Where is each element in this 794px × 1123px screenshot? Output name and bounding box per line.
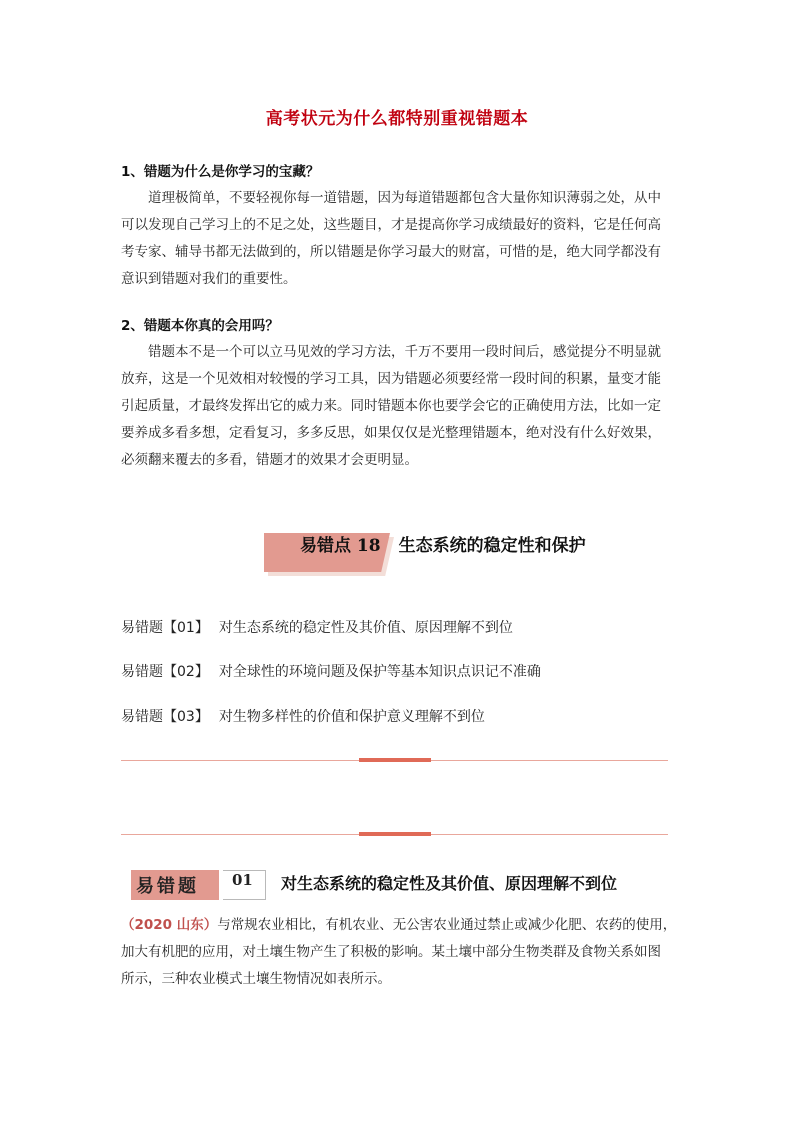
question-line: 所示，三种农业模式土壤生物情况如表所示。	[121, 971, 391, 987]
banner-heading	[300, 533, 586, 559]
section2-line: 必须翻来覆去的多看，错题才的效果才会更明显。	[121, 452, 418, 468]
item-text: 对生态系统的稳定性及其价值、原因理解不到位	[218, 620, 513, 636]
item-text: 对全球性的环境问题及保护等基本知识点识记不准确	[218, 664, 541, 680]
section1-paragraph	[121, 185, 676, 293]
question-title: 对生态系统的稳定性及其价值、原因理解不到位	[281, 874, 618, 893]
section1-line: 考专家、辅导书都无法做到的，所以错题是你学习最大的财富，可惜的是，绝大同学都没有	[121, 244, 661, 260]
question-number: 01	[232, 871, 253, 889]
question-source: （2020 山东）	[121, 917, 218, 933]
question-line: 加大有机肥的应用，对土壤生物产生了积极的影响。某土壤中部分生物类群及食物关系如图	[121, 944, 661, 960]
item-label: 易错题【01】	[121, 620, 209, 636]
list-item	[121, 706, 485, 726]
section2-line: 引起质量，才最终发挥出它的威力来。同时错题本你也要学会它的正确使用方法，比如一定	[121, 398, 661, 414]
divider-mark	[359, 758, 431, 762]
section1-line: 可以发现自己学习上的不足之处，这些题目，才是提高你学习成绩最好的资料，它是任何高	[121, 217, 661, 233]
item-label: 易错题【02】	[121, 664, 209, 680]
question-body	[121, 912, 681, 993]
item-text: 对生物多样性的价值和保护意义理解不到位	[218, 709, 485, 725]
list-item	[121, 617, 513, 637]
question-tag-label: 易错题	[136, 876, 199, 897]
banner-topic: 生态系统的稳定性和保护	[398, 536, 586, 556]
section2-paragraph	[121, 339, 676, 474]
section1-line: 意识到错题对我们的重要性。	[121, 271, 297, 287]
document-title: 高考状元为什么都特别重视错题本	[265, 109, 529, 129]
section1-line: 道理极简单，不要轻视你每一道错题，因为每道错题都包含大量你知识薄弱之处，从中	[148, 190, 661, 206]
section1-heading: 1、错题为什么是你学习的宝藏？	[121, 164, 320, 180]
section2-heading: 2、错题本你真的会用吗？	[121, 318, 279, 334]
list-item	[121, 661, 541, 681]
section2-line: 要养成多看多想，定看复习，多多反思，如果仅仅是光整理错题本，绝对没有什么好效果，	[121, 425, 661, 441]
section2-line: 放弃，这是一个见效相对较慢的学习工具，因为错题必须要经常一段时间的积累，量变才能	[121, 371, 661, 387]
section2-line: 错题本不是一个可以立马见效的学习方法，千万不要用一段时间后，感觉提分不明显就	[148, 344, 661, 360]
banner-label: 易错点 18	[300, 536, 381, 556]
divider-mark	[359, 832, 431, 836]
item-label: 易错题【03】	[121, 709, 209, 725]
question-line: （2020 山东）与常规农业相比，有机农业、无公害农业通过禁止或减少化肥、农药的使用，	[121, 917, 677, 933]
